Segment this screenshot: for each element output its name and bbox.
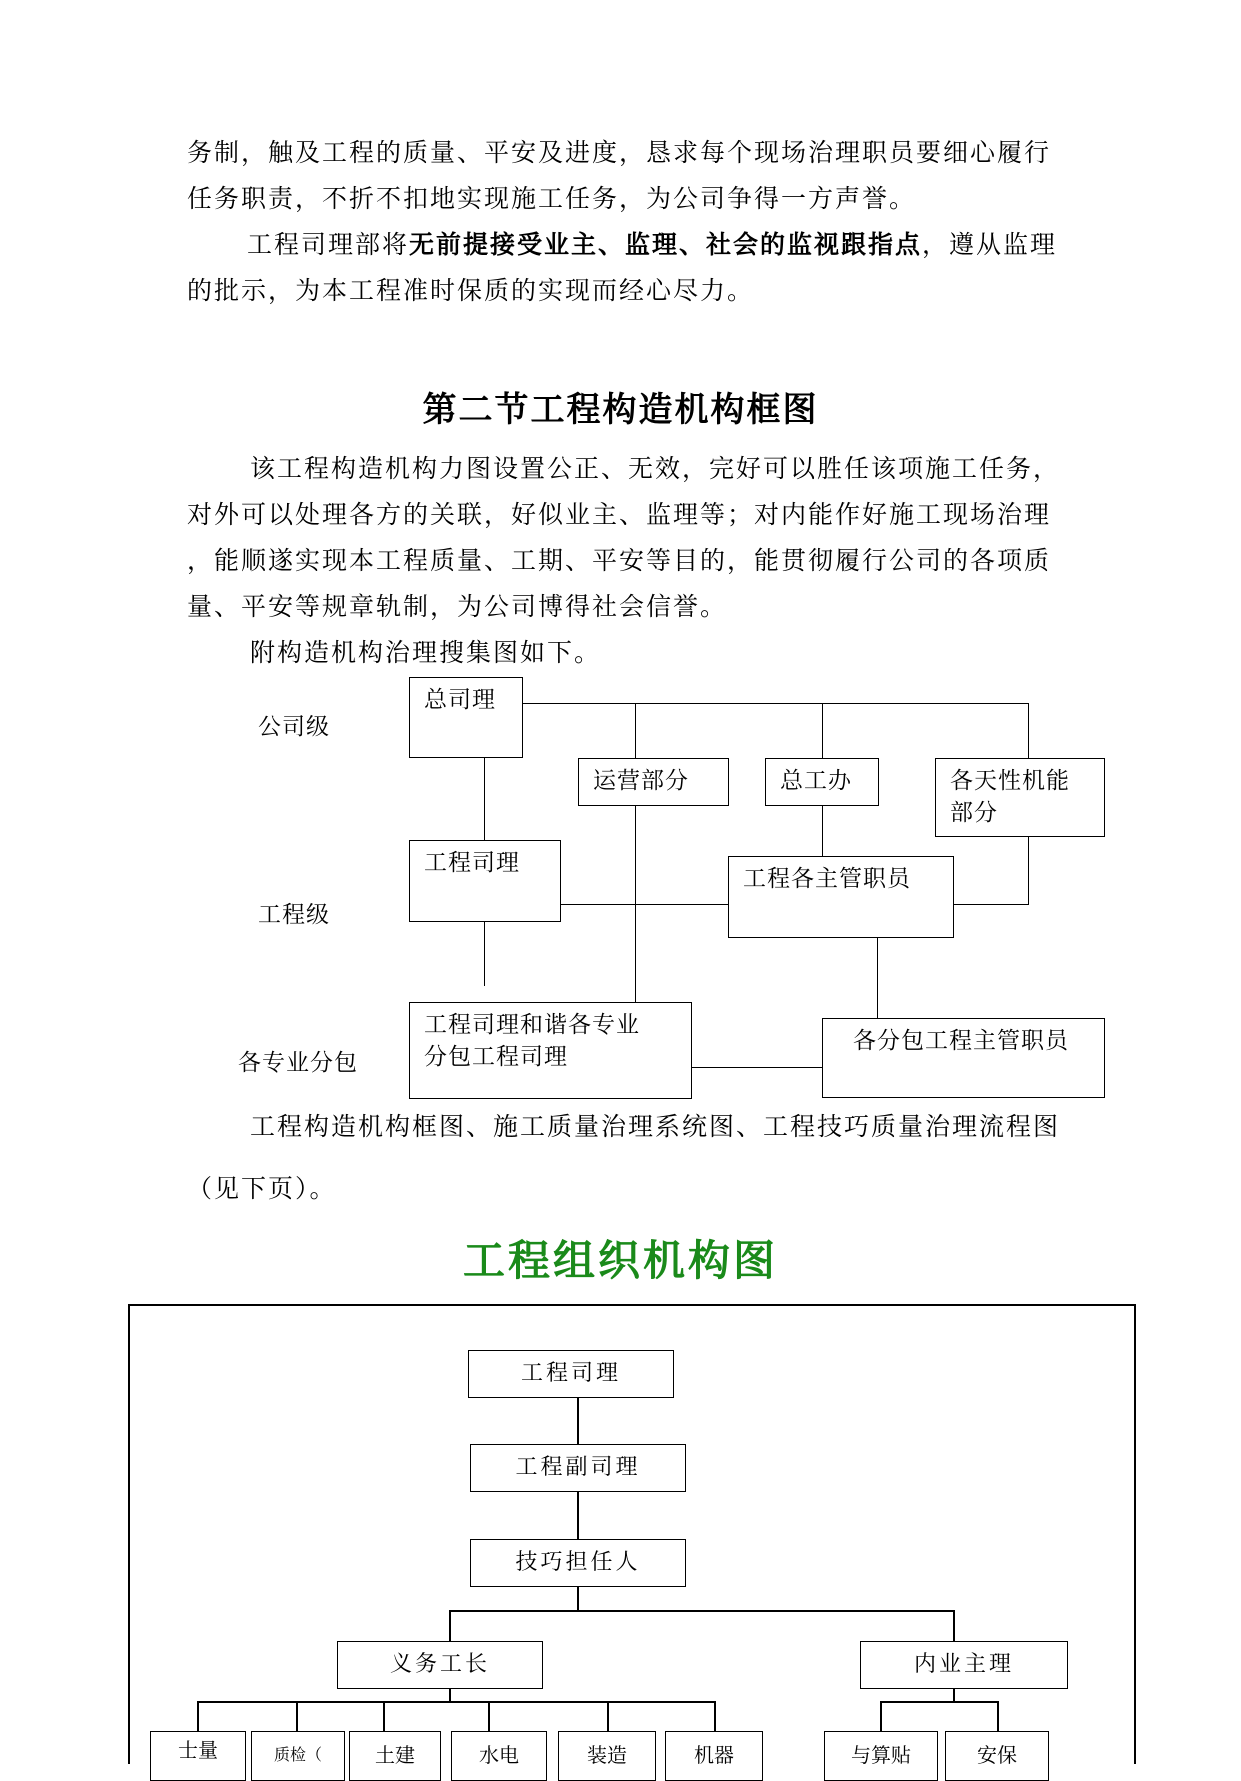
paragraph-bold-text: 无前提接受业主、监理、社会的监视跟指点: [409, 230, 923, 259]
connector-line: [197, 1701, 715, 1703]
bottom-box: 装造: [558, 1731, 656, 1781]
bottom-box: 安保: [945, 1731, 1049, 1781]
connector-line: [607, 1701, 609, 1732]
bottom-box: 水电: [451, 1731, 547, 1781]
paragraph-text: ，遵从监理: [922, 230, 1058, 259]
connector-line: [635, 703, 636, 758]
connector-line: [880, 1701, 882, 1732]
connector-line: [952, 904, 1029, 905]
paragraph-line: 务制，触及工程的质量、平安及进度，恳求每个现场治理职员要细心履行: [187, 138, 1052, 167]
paragraph-line: 工程构造机构框图、施工质量治理系统图、工程技巧质量治理流程图: [250, 1112, 1061, 1141]
paragraph-line: 任务职责，不折不扣地实现施工任务，为公司争得一方声誉。: [187, 184, 917, 213]
bottom-box: 士量: [150, 1731, 246, 1781]
connector-line: [577, 1492, 579, 1539]
paragraph-line: 该工程构造机构力图设置公正、无效，完好可以胜任该项施工任务，: [250, 454, 1061, 483]
connector-line: [577, 1587, 579, 1611]
paragraph-line: [247, 222, 1117, 268]
box-subcontractor-supervisors: 各分包工程主管职员: [822, 1018, 1105, 1098]
bottom-box: 与算贴: [824, 1731, 938, 1781]
box-functional-departments: [935, 758, 1105, 837]
connector-line: [559, 904, 729, 905]
box-text-line: 分包工程司理: [424, 1044, 568, 1070]
bottom-box: 质检（: [251, 1731, 345, 1781]
connector-line: [880, 1701, 998, 1703]
connector-line: [296, 1701, 298, 1732]
box-text-line: 各天性机能: [950, 768, 1070, 794]
box-operations: 运营部分: [578, 758, 729, 806]
paragraph-line: 量、平安等规章轨制，为公司博得社会信誉。: [187, 592, 728, 621]
box-deputy-manager: 工程副司理: [470, 1444, 686, 1492]
box-text-line: 部分: [950, 800, 998, 826]
connector-line: [822, 804, 823, 858]
level-label-company: 公司级: [258, 714, 330, 740]
connector-line: [383, 1701, 385, 1732]
paragraph-line: （见下页）。: [187, 1174, 337, 1203]
box-foreman: 义务工长: [337, 1641, 543, 1689]
chart-2-title: 工程组织机构图: [462, 1236, 778, 1285]
connector-line: [488, 1701, 490, 1732]
paragraph-line: ，能顺遂实现本工程质量、工期、平安等目的，能贯彻履行公司的各项质: [187, 546, 1052, 575]
connector-line: [449, 1610, 451, 1641]
box-text-line: 工程司理和谐各专业: [424, 1012, 640, 1038]
box-project-manager: 工程司理: [409, 840, 561, 922]
box-project-manager-2: 工程司理: [468, 1350, 674, 1398]
box-project-supervisors: 工程各主管职员: [728, 856, 954, 938]
box-general-manager: 总司理: [409, 677, 523, 758]
level-label-project: 工程级: [258, 902, 330, 928]
paragraph-line: 的批示，为本工程准时保质的实现而经心尽力。: [187, 276, 755, 305]
section-title: 第二节工程构造机构框图: [422, 390, 819, 430]
connector-line: [714, 1701, 716, 1732]
connector-line: [822, 703, 823, 758]
bottom-box: 机器: [665, 1731, 763, 1781]
connector-line: [1028, 836, 1029, 904]
connector-line: [953, 1610, 955, 1641]
connector-line: [522, 703, 1028, 704]
connector-line: [577, 1398, 579, 1444]
box-pm-coordinates-subcontractors: [409, 1002, 692, 1099]
bottom-box: 土建: [349, 1731, 441, 1781]
connector-line: [484, 920, 485, 986]
connector-line: [877, 937, 878, 1019]
paragraph-line: 附构造机构治理搜集图如下。: [250, 638, 602, 667]
connector-line: [1028, 703, 1029, 758]
connector-line: [484, 757, 485, 841]
connector-line: [449, 1610, 955, 1612]
box-chief-engineer-office: 总工办: [765, 758, 879, 806]
connector-line: [197, 1701, 199, 1732]
paragraph-text: 工程司理部将: [247, 230, 410, 259]
box-office-lead: 内业主理: [860, 1641, 1068, 1689]
connector-line: [997, 1701, 999, 1732]
paragraph-line: 对外可以处理各方的关联，好似业主、监理等；对内能作好施工现场治理: [187, 500, 1052, 529]
level-label-sub: 各专业分包: [238, 1050, 358, 1076]
connector-line: [690, 1067, 822, 1068]
box-tech-lead: 技巧担任人: [470, 1539, 686, 1587]
